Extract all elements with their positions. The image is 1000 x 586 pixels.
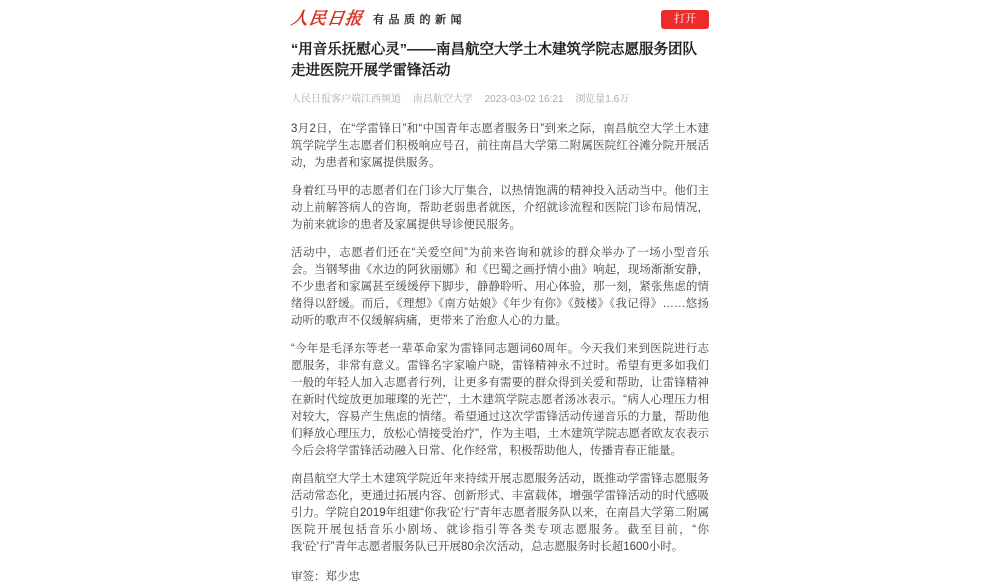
article-paragraph: 身着红马甲的志愿者们在门诊大厅集合，以热情饱满的精神投入活动当中。他们主动上前解答病人的咨询，帮助老弱患者就医，介绍就诊流程和医院门诊布局情况，为前来就诊的患者及家属提供导诊便民服务。 — [291, 185, 709, 232]
article-paragraph: 南昌航空大学土木建筑学院近年来持续开展志愿服务活动，既推动学雷锋志愿服务活动常态化，更通过拓展内容、创新形式、丰富载体，增强学雷锋活动的时代感吸引力。学院自2019年组建“你我‘砼’行”青年志愿者服务队以来，在南昌大学第二附属医院开展包括音乐小剧场、就诊指引等各类专项志愿服务。截至目前，“你我‘砼’行”青年志愿者服务队已开展80余次活动，总志愿服务时长超1600小时。 — [291, 473, 709, 554]
review-signoff: 审签：郑少忠 — [291, 571, 360, 584]
peoples-daily-logo[interactable]: 人民日报 — [289, 8, 365, 29]
meta-channel: 人民日报客户端江西频道 — [291, 94, 401, 106]
meta-published: 2023-03-02 16:21 — [484, 94, 564, 106]
article-body — [291, 121, 709, 556]
open-app-button[interactable]: 打开 — [661, 10, 709, 29]
brand-tagline: 有品质的新闻 — [373, 14, 466, 26]
article-paragraph: “今年是毛泽东等老一辈革命家为雷锋同志题词60周年。今天我们来到医院进行志愿服务，非常有意义。雷锋名字家喻户晓，雷锋精神永不过时。希望有更多如我们一般的年轻人加入志愿者行列，让更多有需要的群众得到关爱和帮助，让雷锋精神在新时代绽放更加璀璨的光芒”，土木建筑学院志愿者汤冰表示。“病人心理压力相对较大，容易产生焦虑的情绪。希望通过这次学雷锋活动传递音乐的力量，帮助他们释放心理压力，放松心情接受治疗”，作为主唱，土木建筑学院志愿者欧友农表示今后会将学雷锋活动融入日常、化作经常，积极帮助他人，传播青春正能量。 — [291, 343, 709, 458]
app-banner — [291, 9, 709, 29]
article-meta — [291, 90, 709, 105]
meta-views: 浏览量1.6万 — [575, 94, 630, 106]
article-paragraph: 3月2日，在“学雷锋日”和“中国青年志愿者服务日”到来之际，南昌航空大学土木建筑学院学生志愿者们积极响应号召，前往南昌大学第二附属医院红谷滩分院开展活动，为患者和家属提供服务。 — [291, 123, 709, 170]
article-title: “用音乐抚慰心灵”——南昌航空大学土木建筑学院志愿服务团队走进医院开展学雷锋活动 — [291, 42, 697, 80]
brand-link[interactable] — [289, 8, 466, 29]
meta-author: 南昌航空大学 — [412, 94, 473, 106]
article-paragraph: 活动中，志愿者们还在“关爱空间”为前来咨询和就诊的群众举办了一场小型音乐会。当钢琴曲《水边的阿狄丽娜》和《巴蜀之画抒情小曲》响起，现场渐渐安静，不少患者和家属甚至缓缓停下脚步，静静聆听、用心体验，那一刻，紧张焦虑的情绪得以舒缓。而后，《理想》《南方姑娘》《年少有你》《鼓楼》《我记得》……悠扬动听的歌声不仅缓解病痛，更带来了治愈人心的力量。 — [291, 247, 709, 328]
article-page — [291, 0, 709, 586]
